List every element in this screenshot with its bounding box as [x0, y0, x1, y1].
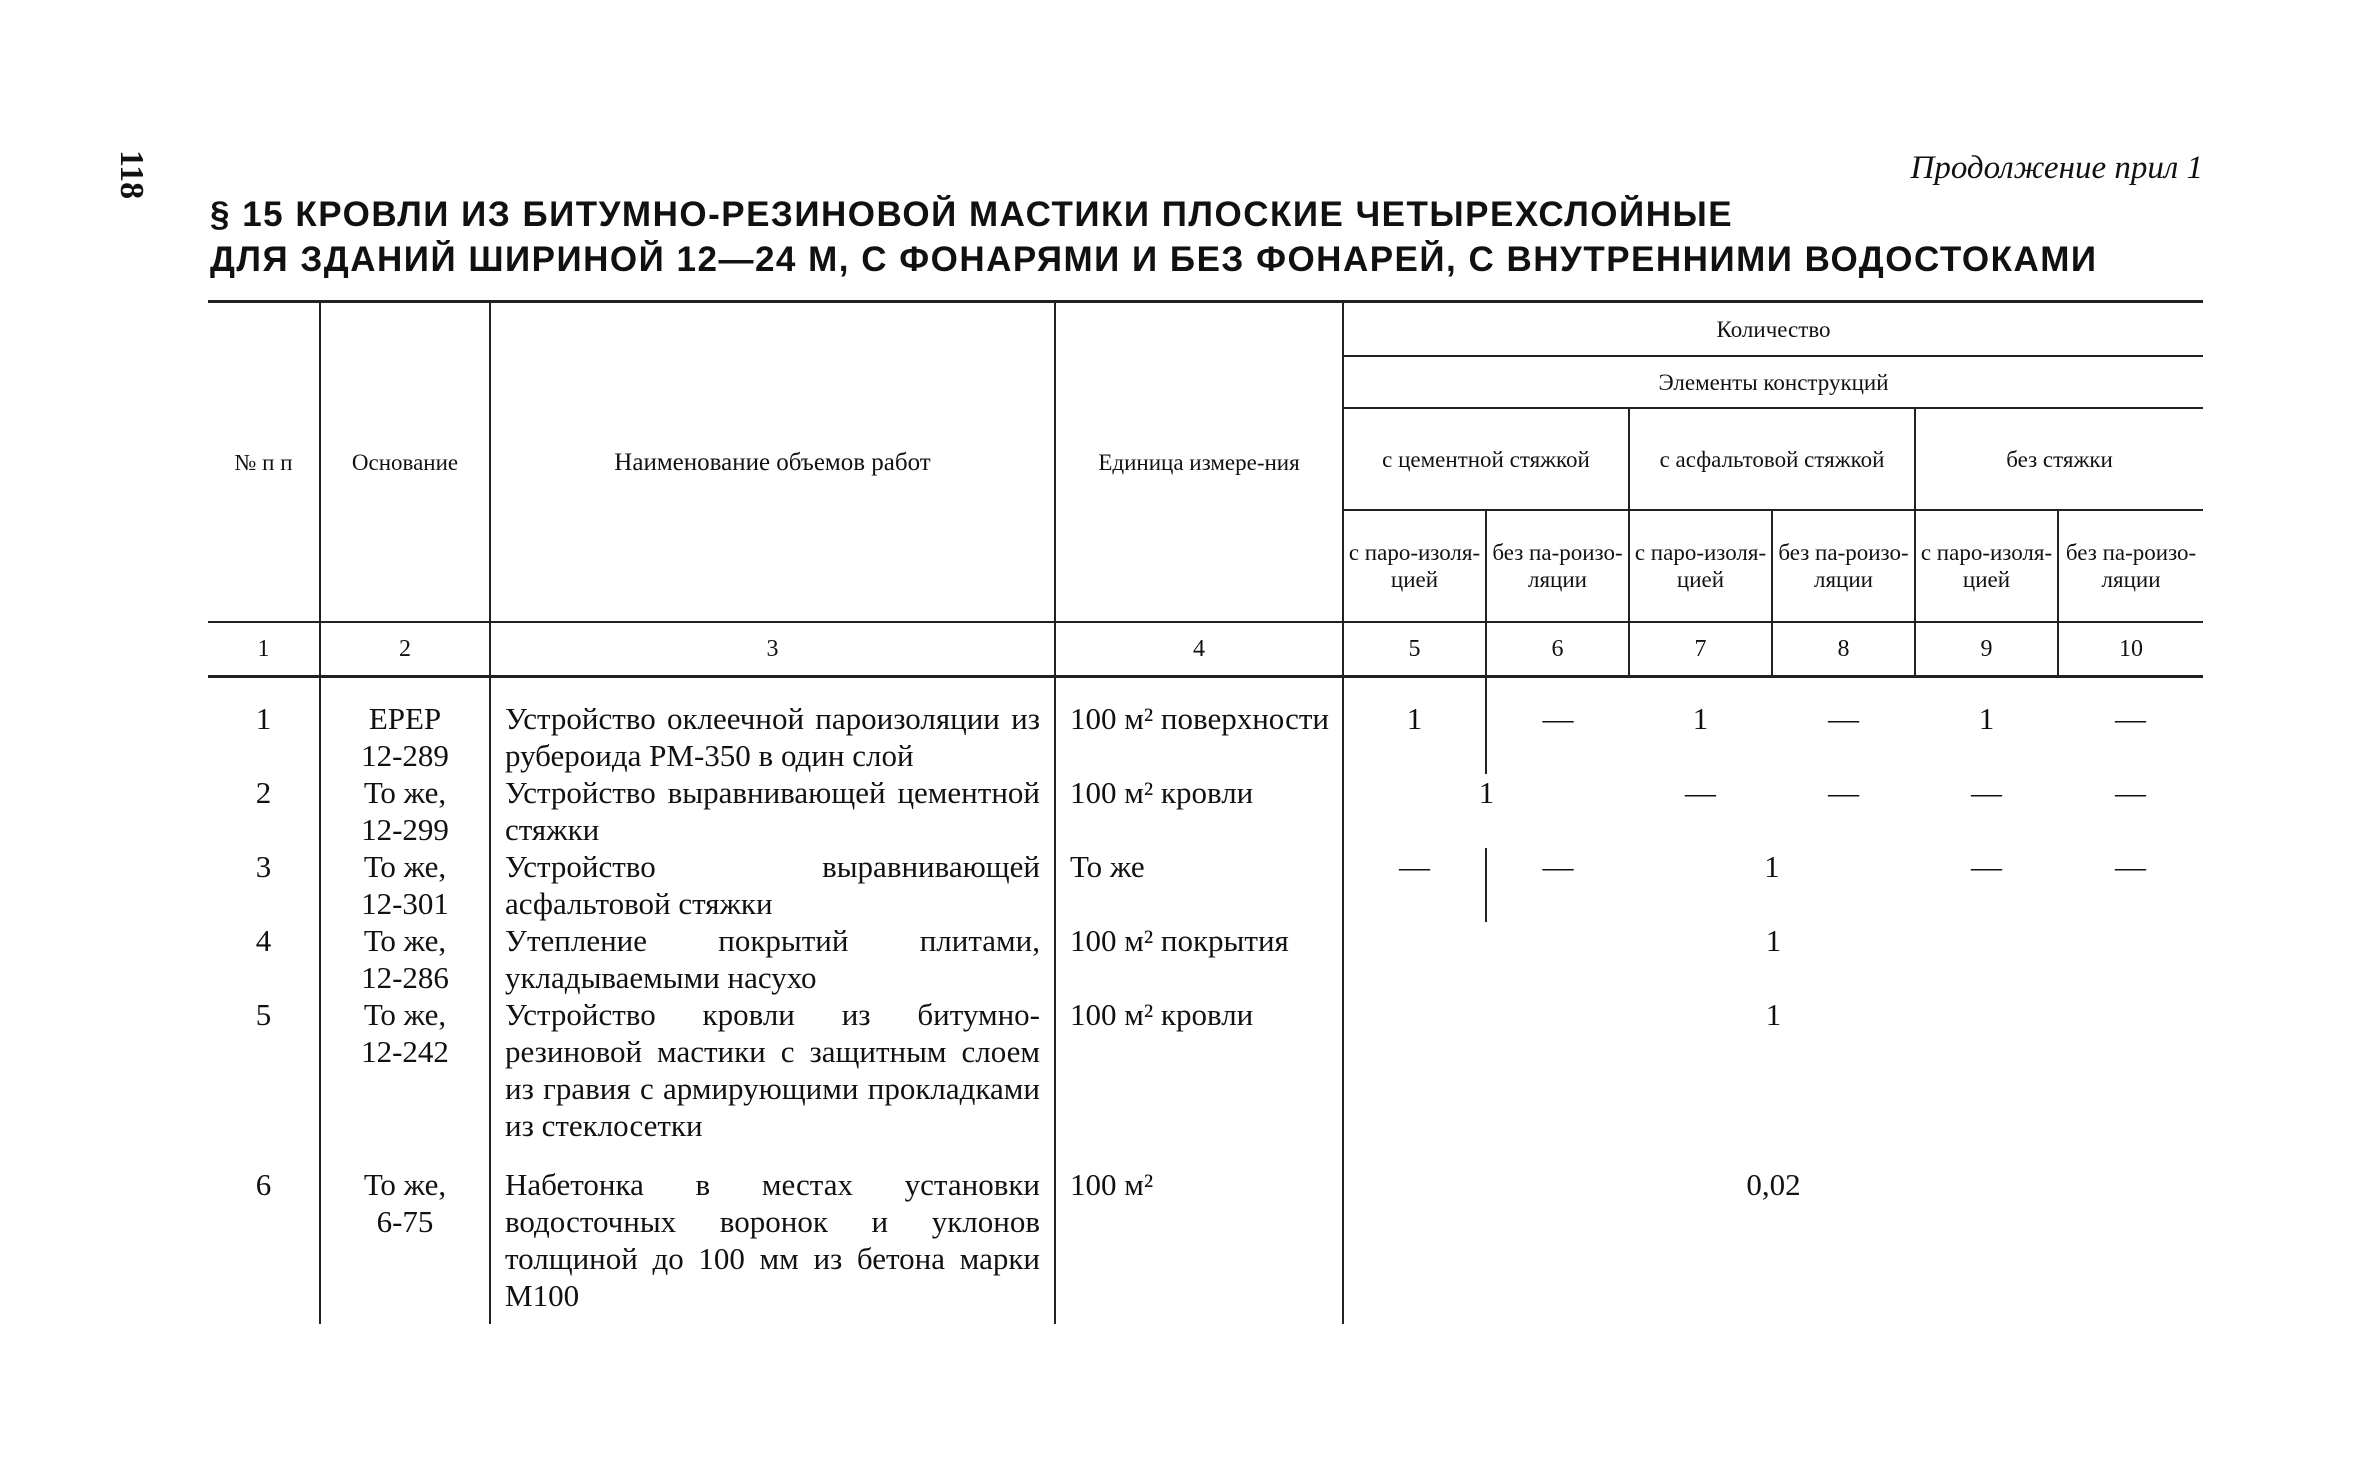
works-table-wrapper: [208, 300, 2203, 1324]
row-name: Устройство оклеечной пароизоляции из рубероида РМ-350 в один слой: [490, 677, 1055, 775]
row-value: —: [1971, 849, 2002, 884]
table-row: [208, 774, 2203, 848]
row-unit: 100 м² поверхности: [1055, 677, 1343, 775]
basis-code: То же,: [363, 923, 447, 958]
col-number: 6: [1486, 622, 1629, 677]
header-sub-3: с паро-изоля-цией: [1629, 510, 1772, 622]
row-number: 6: [255, 1167, 272, 1202]
header-sub-2: без па-роизо-ляции: [1486, 510, 1629, 622]
section-heading-line-1: § 15 КРОВЛИ ИЗ БИТУМНО-РЕЗИНОВОЙ МАСТИКИ ПЛОСКИЕ ЧЕТЫРЕХСЛОЙНЫЕ: [210, 195, 1734, 234]
row-number: 1: [255, 701, 272, 736]
row-value: —: [2115, 775, 2147, 810]
row-value: 1: [1343, 677, 1486, 775]
row-name: Набетонка в местах установки водосточных воронок и уклонов толщиной до 100 мм из бетона марки М100: [490, 1144, 1055, 1324]
row-value: 1: [1343, 922, 2203, 996]
row-number: 3: [255, 849, 272, 884]
col-number: 8: [1772, 622, 1915, 677]
basis-ref: 6-75: [376, 1204, 434, 1239]
row-value: —: [1828, 775, 1859, 810]
row-value: —: [1486, 677, 1629, 775]
header-elements: Элементы конструкций: [1343, 356, 2203, 408]
header-group-cement: с цементной стяжкой: [1343, 408, 1629, 510]
col-number: 10: [2058, 622, 2203, 677]
table-row: [208, 1144, 2203, 1324]
row-value: —: [1685, 775, 1716, 810]
header-unit: Единица измере-ния: [1055, 302, 1343, 623]
row-basis: [320, 774, 490, 848]
basis-ref: 12-299: [361, 812, 449, 847]
row-value: 1: [1343, 774, 1629, 848]
table-row: [208, 677, 2203, 775]
table-row: [208, 996, 2203, 1144]
row-value: 1: [1764, 849, 1780, 884]
table-body: [208, 677, 2203, 1325]
row-number: 2: [255, 775, 272, 810]
row-name: Устройство кровли из битумно-резиновой мастики с защитным слоем из гравия с армирующими прокладками из стеклосетки: [490, 996, 1055, 1144]
basis-code: То же,: [363, 997, 447, 1032]
row-basis: [320, 922, 490, 996]
row-basis: [320, 848, 490, 922]
row-value: —: [2115, 849, 2147, 884]
row-value: —: [1971, 775, 2002, 810]
header-basis: Основание: [320, 302, 490, 623]
table-row: [208, 922, 2203, 996]
row-basis: [320, 677, 490, 775]
col-number: 9: [1915, 622, 2058, 677]
col-number: 3: [490, 622, 1055, 677]
row-value: —: [1343, 848, 1486, 922]
header-sub-5: с паро-изоля-цией: [1915, 510, 2058, 622]
header-sub-1: с паро-изоля-цией: [1343, 510, 1486, 622]
col-number: 4: [1055, 622, 1343, 677]
row-value: 1: [1343, 996, 2203, 1144]
row-name: Утепление покрытий плитами, укладываемыми насухо: [490, 922, 1055, 996]
row-unit: 100 м² кровли: [1055, 774, 1343, 848]
page-number: 118: [113, 150, 150, 200]
header-sub-6: без па-роизо-ляции: [2058, 510, 2203, 622]
header-group-asphalt: с асфальтовой стяжкой: [1629, 408, 1915, 510]
basis-code: То же,: [363, 775, 447, 810]
basis-code: То же,: [363, 849, 447, 884]
works-table: [208, 300, 2203, 1324]
header-group-none: без стяжки: [1915, 408, 2203, 510]
continuation-note: Продолжение прил 1: [1910, 150, 2203, 186]
header-quantity: Количество: [1343, 302, 2203, 357]
row-value: —: [2115, 701, 2147, 736]
row-name: Устройство выравнивающей асфальтовой стяжки: [490, 848, 1055, 922]
table-header: [208, 302, 2203, 677]
basis-code: ЕРЕР: [368, 701, 442, 736]
row-basis: [320, 996, 490, 1144]
col-number: 2: [320, 622, 490, 677]
row-name: Устройство выравнивающей цементной стяжки: [490, 774, 1055, 848]
row-basis: [320, 1144, 490, 1324]
basis-code: То же,: [363, 1167, 447, 1202]
section-heading-line-2: ДЛЯ ЗДАНИЙ ШИРИНОЙ 12—24 М, С ФОНАРЯМИ И БЕЗ ФОНАРЕЙ, С ВНУТРЕННИМИ ВОДОСТОКАМИ: [210, 240, 2098, 279]
row-unit: 100 м² покрытия: [1055, 922, 1343, 996]
col-number: 7: [1629, 622, 1772, 677]
row-unit: 100 м²: [1055, 1144, 1343, 1324]
row-value: 0,02: [1343, 1144, 2203, 1324]
row-value: —: [1486, 848, 1629, 922]
header-name: Наименование объемов работ: [490, 302, 1055, 623]
col-number: 5: [1343, 622, 1486, 677]
table-row: [208, 848, 2203, 922]
header-num: № п п: [208, 302, 320, 623]
row-unit: 100 м² кровли: [1055, 996, 1343, 1144]
row-value: 1: [1978, 701, 1995, 736]
row-number: 4: [255, 923, 272, 958]
basis-ref: 12-289: [361, 738, 449, 773]
row-value: —: [1828, 701, 1859, 736]
row-value: 1: [1692, 701, 1709, 736]
basis-ref: 12-242: [361, 1034, 449, 1069]
row-unit: То же: [1055, 848, 1343, 922]
basis-ref: 12-286: [361, 960, 449, 995]
col-number: 1: [208, 622, 320, 677]
basis-ref: 12-301: [361, 886, 449, 921]
row-number: 5: [255, 997, 272, 1032]
header-sub-4: без па-роизо-ляции: [1772, 510, 1915, 622]
